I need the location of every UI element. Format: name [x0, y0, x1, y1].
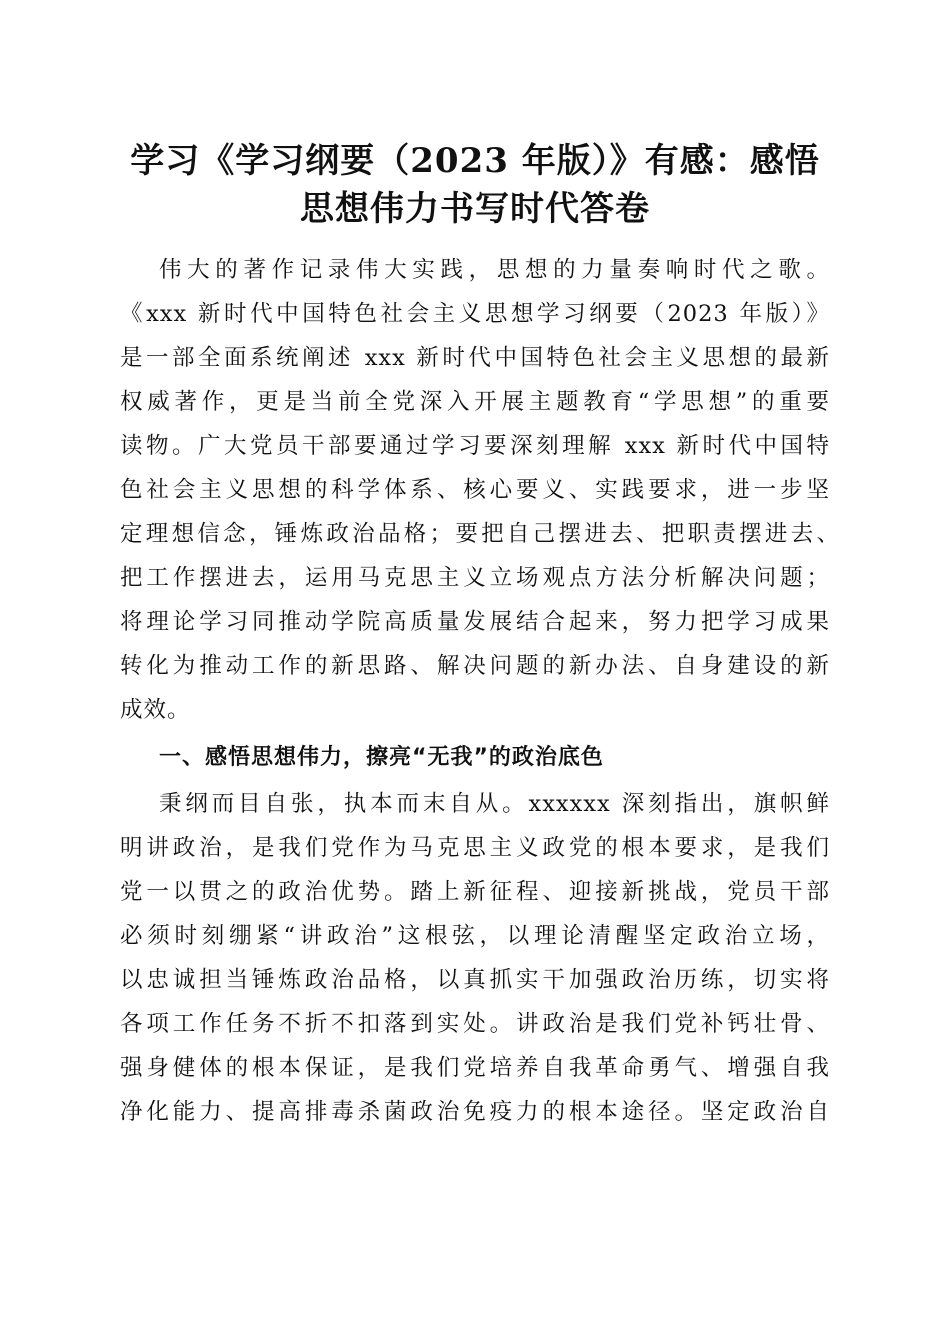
paragraph-1-line: 《xxx 新时代中国特色社会主义思想学习纲要（2023 年版）》 — [120, 301, 830, 327]
paragraph-1-line: 权威著作，更是当前全党深入开展主题教育“学思想”的重要 — [120, 389, 830, 415]
paragraph-2-line: 强身健体的根本保证，是我们党培养自我革命勇气、增强自我 — [120, 1055, 830, 1081]
paragraph-1-line: 把工作摆进去，运用马克思主义立场观点方法分析解决问题； — [120, 565, 830, 591]
paragraph-1-line: 读物。广大党员干部要通过学习要深刻理解 xxx 新时代中国特 — [120, 433, 830, 459]
paragraph-1-line: 定理想信念，锤炼政治品格；要把自己摆进去、把职责摆进去、 — [120, 521, 840, 547]
document-title-line-1: 学习《学习纲要（2023 年版）》有感：感悟 — [130, 141, 820, 181]
paragraph-1-line: 色社会主义思想的科学体系、核心要义、实践要求，进一步坚 — [120, 477, 830, 503]
paragraph-1-line: 将理论学习同推动学院高质量发展结合起来，努力把学习成果 — [120, 609, 830, 635]
paragraph-2-line: 必须时刻绷紧“讲政治”这根弦，以理论清醒坚定政治立场， — [120, 923, 830, 949]
section-heading-1: 一、感悟思想伟力，擦亮“无我”的政治底色 — [159, 745, 604, 770]
paragraph-1-line: 转化为推动工作的新思路、解决问题的新办法、自身建设的新 — [120, 653, 830, 679]
document-title-line-2: 思想伟力书写时代答卷 — [300, 189, 650, 229]
paragraph-1-line: 成效。 — [120, 697, 191, 723]
paragraph-2-line: 净化能力、提高排毒杀菌政治免疫力的根本途径。坚定政治自 — [120, 1099, 830, 1125]
paragraph-2-line: 以忠诚担当锤炼政治品格，以真抓实干加强政治历练，切实将 — [120, 967, 830, 993]
paragraph-1-line: 是一部全面系统阐述 xxx 新时代中国特色社会主义思想的最新 — [120, 345, 830, 371]
paragraph-2-line: 各项工作任务不折不扣落到实处。讲政治是我们党补钙壮骨、 — [120, 1011, 830, 1037]
paragraph-2-line: 秉纲而目自张，执本而末自从。xxxxxx 深刻指出，旗帜鲜 — [159, 791, 830, 817]
paragraph-1-line: 伟大的著作记录伟大实践，思想的力量奏响时代之歌。 — [159, 257, 830, 283]
paragraph-2-line: 明讲政治，是我们党作为马克思主义政党的根本要求，是我们 — [120, 835, 830, 861]
paragraph-2-line: 党一以贯之的政治优势。踏上新征程、迎接新挑战，党员干部 — [120, 879, 830, 905]
